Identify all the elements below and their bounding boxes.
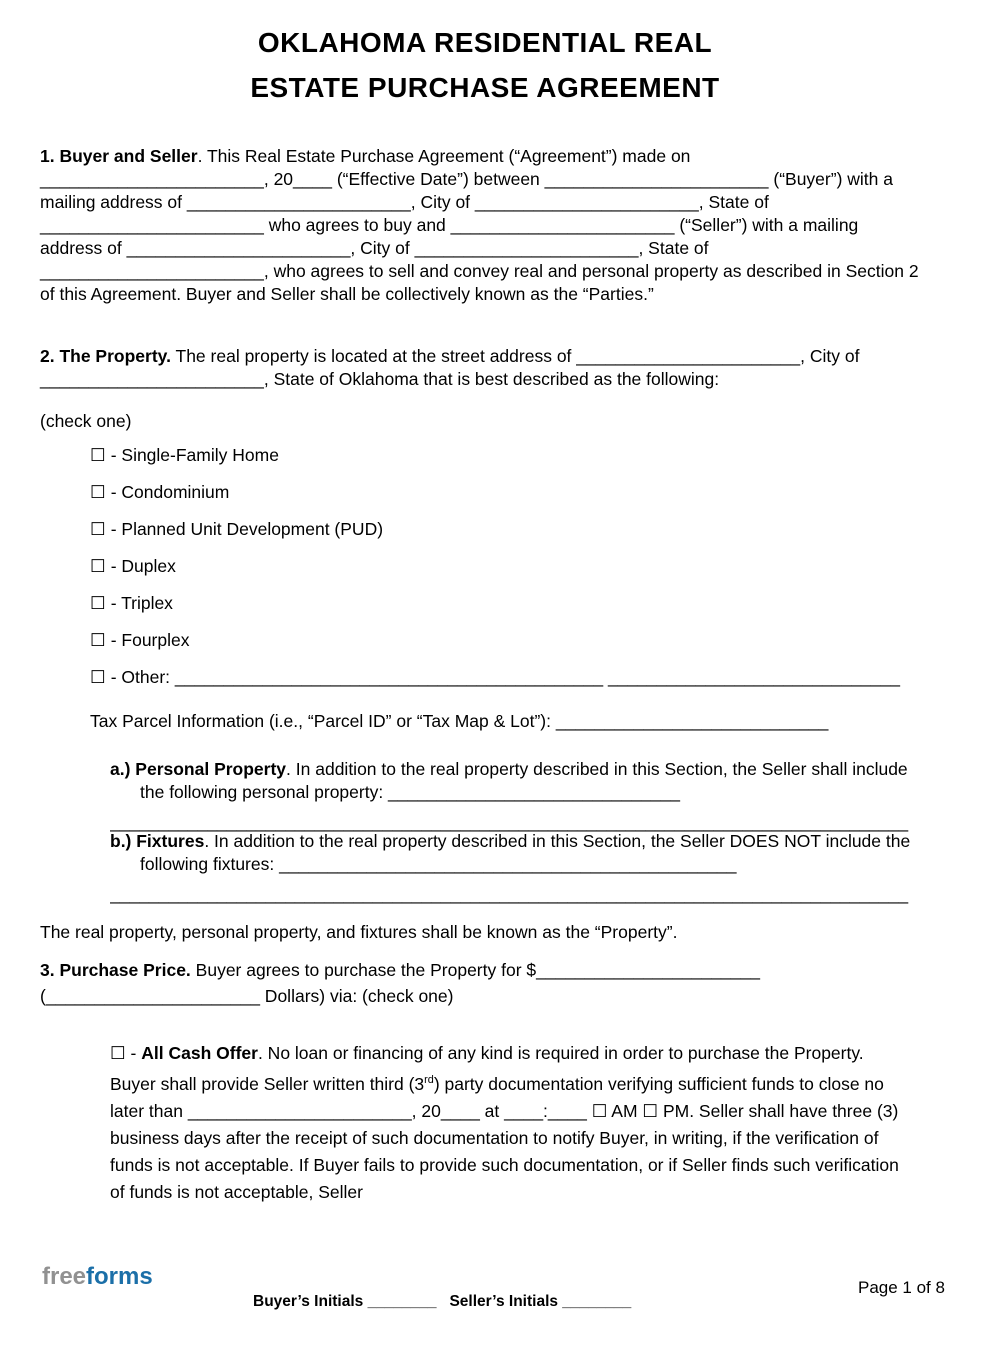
personal-property-heading: a.) Personal Property — [110, 759, 287, 779]
initials-line: Buyer’s Initials ________ Seller’s Initials ________ — [253, 1293, 632, 1310]
tax-parcel-line: Tax Parcel Information (i.e., “Parcel ID” or “Tax Map & Lot”): ____________________________ — [90, 711, 829, 731]
property-definition-line: The real property, personal property, and fixtures shall be known as the “Property”. — [40, 922, 678, 942]
all-cash-offer-heading: All Cash Offer — [141, 1043, 258, 1063]
checkbox-item — [90, 629, 920, 652]
section-1-heading: 1. Buyer and Seller — [40, 146, 198, 166]
checkbox-item — [90, 518, 920, 541]
checkbox-label: - Condominium — [110, 482, 230, 502]
checkbox-item — [90, 666, 920, 689]
ordinal-superscript: rd — [424, 1074, 434, 1086]
checkbox-icon: ☐ — [90, 667, 106, 687]
freeforms-logo — [42, 1264, 153, 1290]
logo-free-text: free — [42, 1263, 87, 1290]
section-2-heading: 2. The Property. — [40, 346, 171, 366]
section-3-heading: 3. Purchase Price. — [40, 960, 191, 980]
fixtures-body: . In addition to the real property described in this Section, the Seller DOES NOT include the following fixtures: _______________________________________________ — [140, 831, 911, 874]
personal-property-body: . In addition to the real property described in this Section, the Seller shall include the following personal property: ______________________________ — [140, 759, 908, 802]
document-title — [0, 20, 970, 110]
checkbox-label: - Planned Unit Development (PUD) — [110, 519, 384, 539]
section-1-paragraph — [40, 145, 920, 306]
all-cash-body-1: . No loan or financing of any kind is required in order to purchase the Property. Buyer shall provide Seller written third (3 — [110, 1043, 864, 1094]
fixtures-heading: b.) Fixtures — [110, 831, 205, 851]
checkbox-icon: ☐ — [90, 445, 106, 465]
checkbox-label: - Triplex — [110, 593, 173, 613]
property-type-checklist — [90, 444, 920, 703]
all-cash-body-2: ) party documentation verifying sufficient funds to close no later than _______________________, 20____ at ____:____ ☐ AM ☐ PM. Seller shall have three (3) business days after the receipt of such documentation to notify Buyer, in writing, if the verification of funds is not acceptable. If Buyer fails to provide such documentation, or if Seller finds such verification of funds is not acceptable, Seller — [110, 1073, 899, 1202]
check-one-label: (check one) — [40, 411, 132, 431]
checkbox-item — [90, 444, 920, 467]
fixtures-paragraph — [110, 830, 920, 876]
checkbox-label: - Single-Family Home — [110, 445, 279, 465]
checkbox-icon: ☐ - — [110, 1043, 142, 1063]
section-1-body: . This Real Estate Purchase Agreement (“Agreement”) made on _______________________, 20____ (“Effective Date”) between _______________________ (“Buyer”) with a mailing address of _______________________, City of _______________________, State of _______________________ who agrees to buy and _______________________ (“Seller”) with a mailing address of _______________________, City of _______________________, State of _______________________, who agrees to sell and convey real and personal property as described in Section 2 of this Agreement. Buyer and Seller shall be collectively known as the “Parties.” — [40, 146, 919, 304]
blank-line: __________________________________________________________________________________ — [110, 812, 909, 832]
page-number: Page 1 of 8 — [858, 1278, 945, 1297]
checkbox-icon: ☐ — [90, 593, 106, 613]
document-title-line2: ESTATE PURCHASE AGREEMENT — [250, 72, 720, 103]
document-title-line1: OKLAHOMA RESIDENTIAL REAL — [257, 27, 713, 58]
section-3-body: Buyer agrees to purchase the Property for $_______________________ (______________________ Dollars) via: (check one) — [40, 960, 760, 1006]
checkbox-label: - Fourplex — [110, 630, 190, 650]
personal-property-clause — [110, 758, 920, 834]
checkbox-item — [90, 592, 920, 615]
checkbox-icon: ☐ — [90, 482, 106, 502]
personal-property-paragraph — [110, 758, 920, 804]
logo-forms-text: forms — [86, 1263, 153, 1290]
all-cash-offer-clause — [110, 1040, 900, 1206]
purchase-price-paragraph — [40, 957, 920, 1009]
checkbox-icon: ☐ — [90, 556, 106, 576]
section-2-body: The real property is located at the street address of _______________________, City of _______________________, State of Oklahoma that is best described as the following: — [40, 346, 860, 389]
blank-line: __________________________________________________________________________________ — [110, 884, 909, 904]
checkbox-label: - Duplex — [110, 556, 176, 576]
checkbox-label: - Other: ____________________________________________ ______________________________ — [110, 667, 900, 687]
section-2-paragraph — [40, 345, 920, 391]
fixtures-clause — [110, 830, 920, 906]
checkbox-icon: ☐ — [90, 519, 106, 539]
checkbox-item — [90, 481, 920, 504]
checkbox-icon: ☐ — [90, 630, 106, 650]
checkbox-item — [90, 555, 920, 578]
